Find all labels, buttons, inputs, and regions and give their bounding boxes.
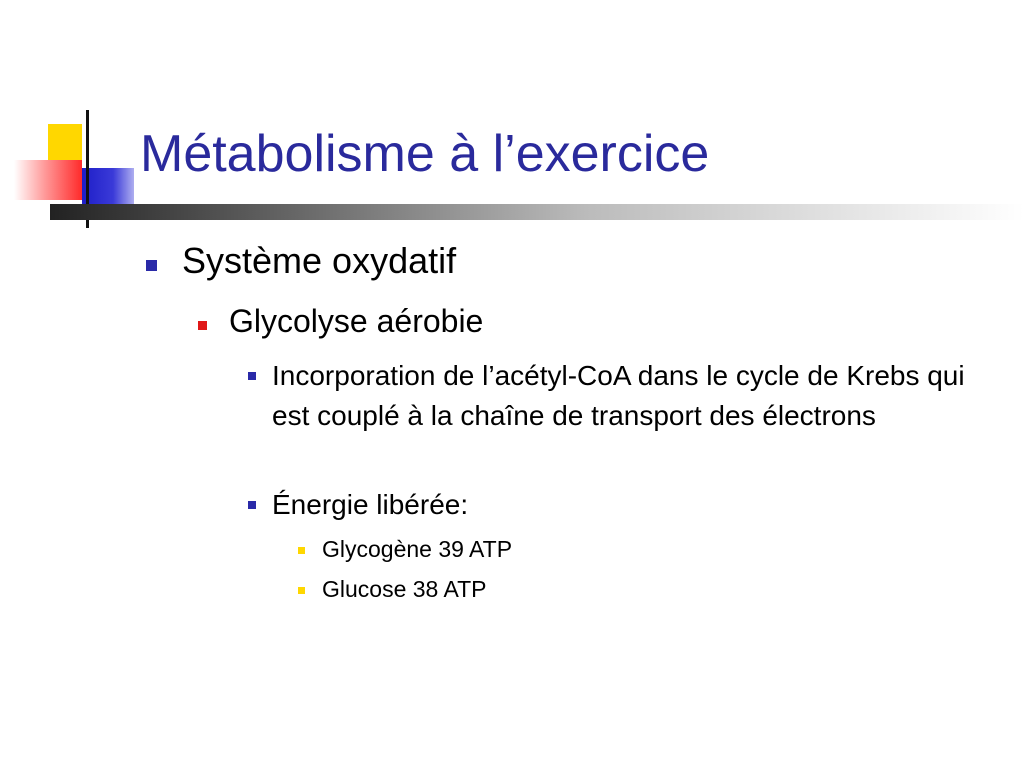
bullet-text: Système oxydatif [182,240,457,281]
square-bullet-icon [198,321,207,330]
bullet-text: Énergie libérée: [272,489,469,520]
bullet-item-level1 [146,240,456,282]
bullet-text: Glycolyse aérobie [229,303,484,339]
square-bullet-icon [248,501,256,509]
bullet-item-level2 [198,303,483,340]
bullet-item-level4 [298,574,487,604]
slide-title: Métabolisme à l’exercice [140,125,710,183]
bullet-item-level3 [248,485,468,525]
logo-red-square [14,160,82,200]
square-bullet-icon [298,587,305,594]
bullet-item-level3 [248,356,978,436]
square-bullet-icon [248,372,256,380]
bullet-text: Glycogène 39 ATP [322,536,513,562]
bullet-item-level4 [298,534,512,564]
title-underline [50,204,1024,220]
bullet-text: Incorporation de l’acétyl-CoA dans le cycle de Krebs qui est couplé à la chaîne de transport des électrons [272,360,965,431]
logo-yellow-square [48,124,82,164]
square-bullet-icon [298,547,305,554]
bullet-text: Glucose 38 ATP [322,576,487,602]
square-bullet-icon [146,260,157,271]
